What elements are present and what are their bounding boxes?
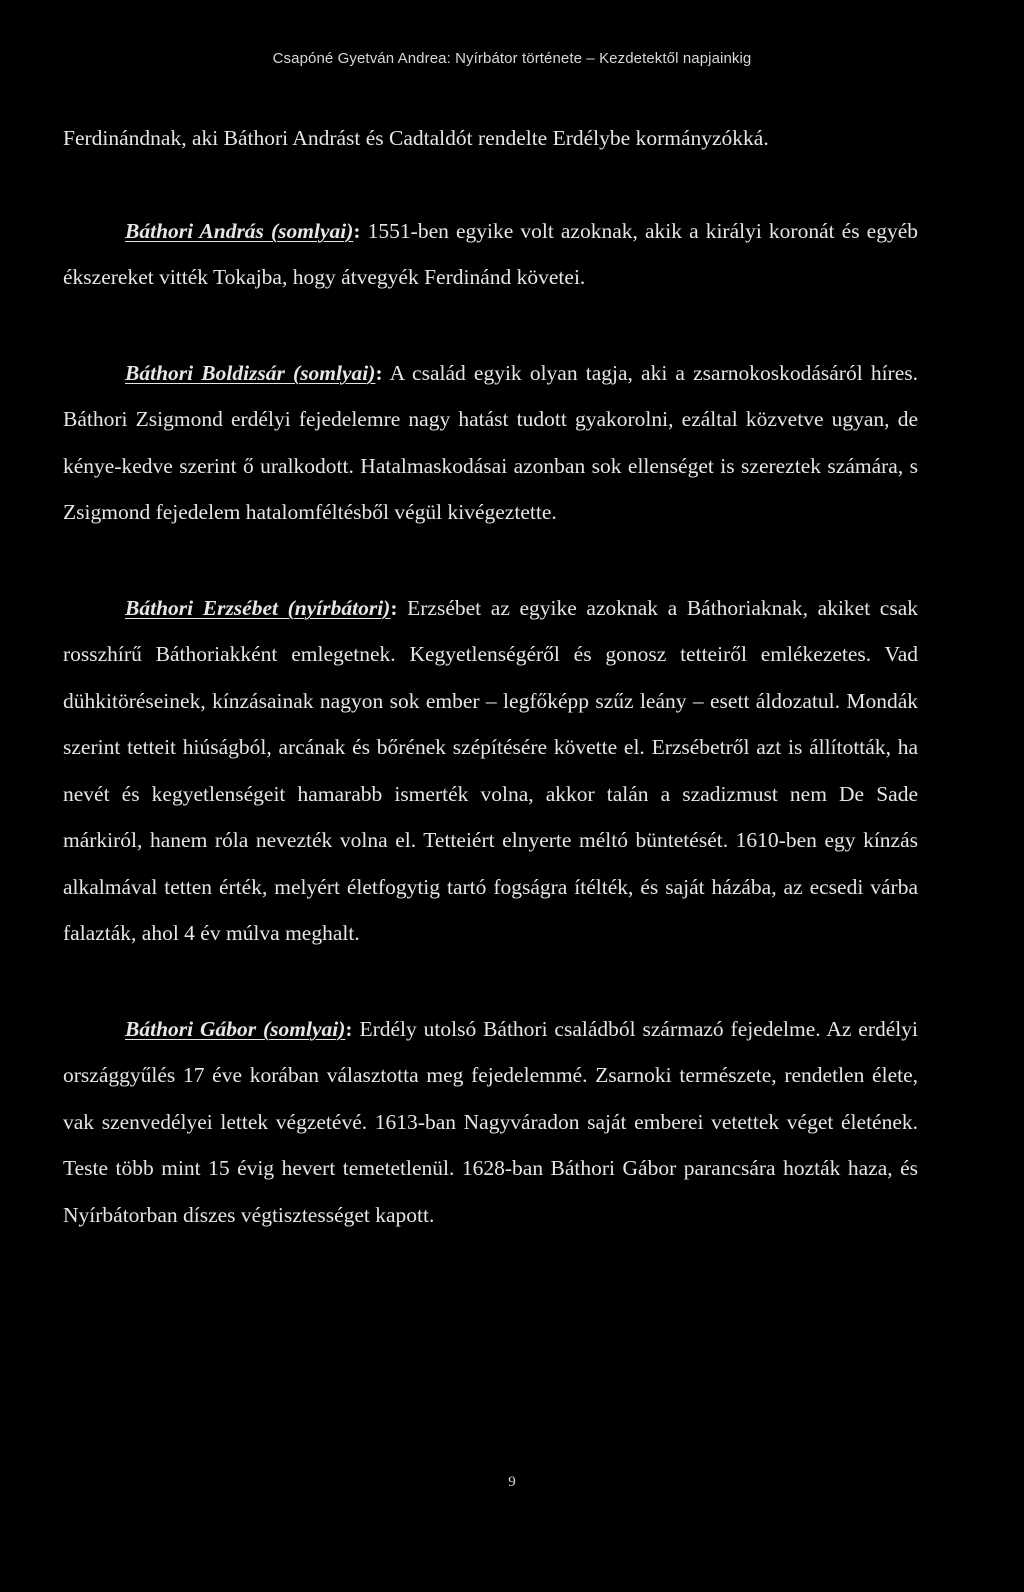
entry-colon: : bbox=[375, 360, 383, 385]
page-number: 9 bbox=[508, 1474, 516, 1490]
entry-colon: : bbox=[390, 595, 398, 620]
page-body bbox=[63, 115, 918, 1238]
entry-text-erzsebet: Erzsébet az egyike azoknak a Báthoriaknak, akiket csak rosszhírű Báthoriakként emlegetnek. Kegyetlenségéről és gonosz tetteiről emlékezetes. Vad dühkitöréseinek, kínzásainak nagyon sok ember – legfőképp szűz leány – esett áldozatul. Mondák szerint tetteit hiúságból, arcának és bőrének szépítésére követte el. Erzsébetről azt is állították, ha nevét és kegyetlenségeit hamarabb ismerték volna, akkor talán a szadizmust nem De Sade márkiról, hanem róla nevezték volna el. Tetteiért elnyerte méltó büntetését. 1610-ben egy kínzás alkalmával tetten érték, melyért életfogytig tartó fogságra ítélték, és saját házába, az ecsedi várba falazták, ahol 4 év múlva meghalt. bbox=[63, 595, 919, 945]
entry-text-boldizsar: A család egyik olyan tagja, aki a zsarnokoskodásáról híres. Báthori Zsigmond erdélyi fejedelemre nagy hatást tudott gyakorolni, ezáltal közvetve ugyan, de kénye-kedve szerint ő uralkodott. Hatalmaskodásai azonban sok ellenséget is szereztek számára, s Zsigmond fejedelem hatalomféltésből végül kivégeztette. bbox=[63, 360, 918, 524]
entry-heading-andras: Báthori András (somlyai) bbox=[125, 218, 354, 243]
continuation-paragraph: Ferdinándnak, aki Báthori Andrást és Cadtaldót rendelte Erdélybe kormányzókká. bbox=[63, 126, 769, 150]
entry-colon: : bbox=[345, 1016, 353, 1041]
entry-text-andras: 1551-ben egyike volt azoknak, akik a királyi koronát és egyéb ékszereket vitték Tokajba, hogy átvegyék Ferdinánd követei. bbox=[63, 218, 918, 289]
entry-colon: : bbox=[353, 218, 361, 243]
entry-heading-gabor: Báthori Gábor (somlyai) bbox=[125, 1016, 346, 1041]
entry-erzsebet bbox=[63, 585, 918, 957]
entry-heading-erzsebet: Báthori Erzsébet (nyírbátori) bbox=[125, 595, 391, 620]
entry-boldizsar bbox=[63, 350, 918, 536]
running-header: Csapóné Gyetván Andrea: Nyírbátor története – Kezdetektől napjainkig bbox=[272, 50, 752, 67]
entry-heading-boldizsar: Báthori Boldizsár (somlyai) bbox=[125, 360, 376, 385]
entry-andras bbox=[63, 208, 918, 301]
entry-text-gabor: Erdély utolsó Báthori családból származó fejedelme. Az erdélyi országgyűlés 17 éve korában választotta meg fejedelemmé. Zsarnoki természete, rendetlen élete, vak szenvedélyei lettek végzetévé. 1613-ban Nagyváradon saját emberei vetettek véget életének. Teste több mint 15 évig hevert temetetlenül. 1628-ban Báthori Gábor parancsára hozták haza, és Nyírbátorban díszes végtisztességet kapott. bbox=[63, 1016, 918, 1227]
entry-gabor bbox=[63, 1006, 918, 1239]
